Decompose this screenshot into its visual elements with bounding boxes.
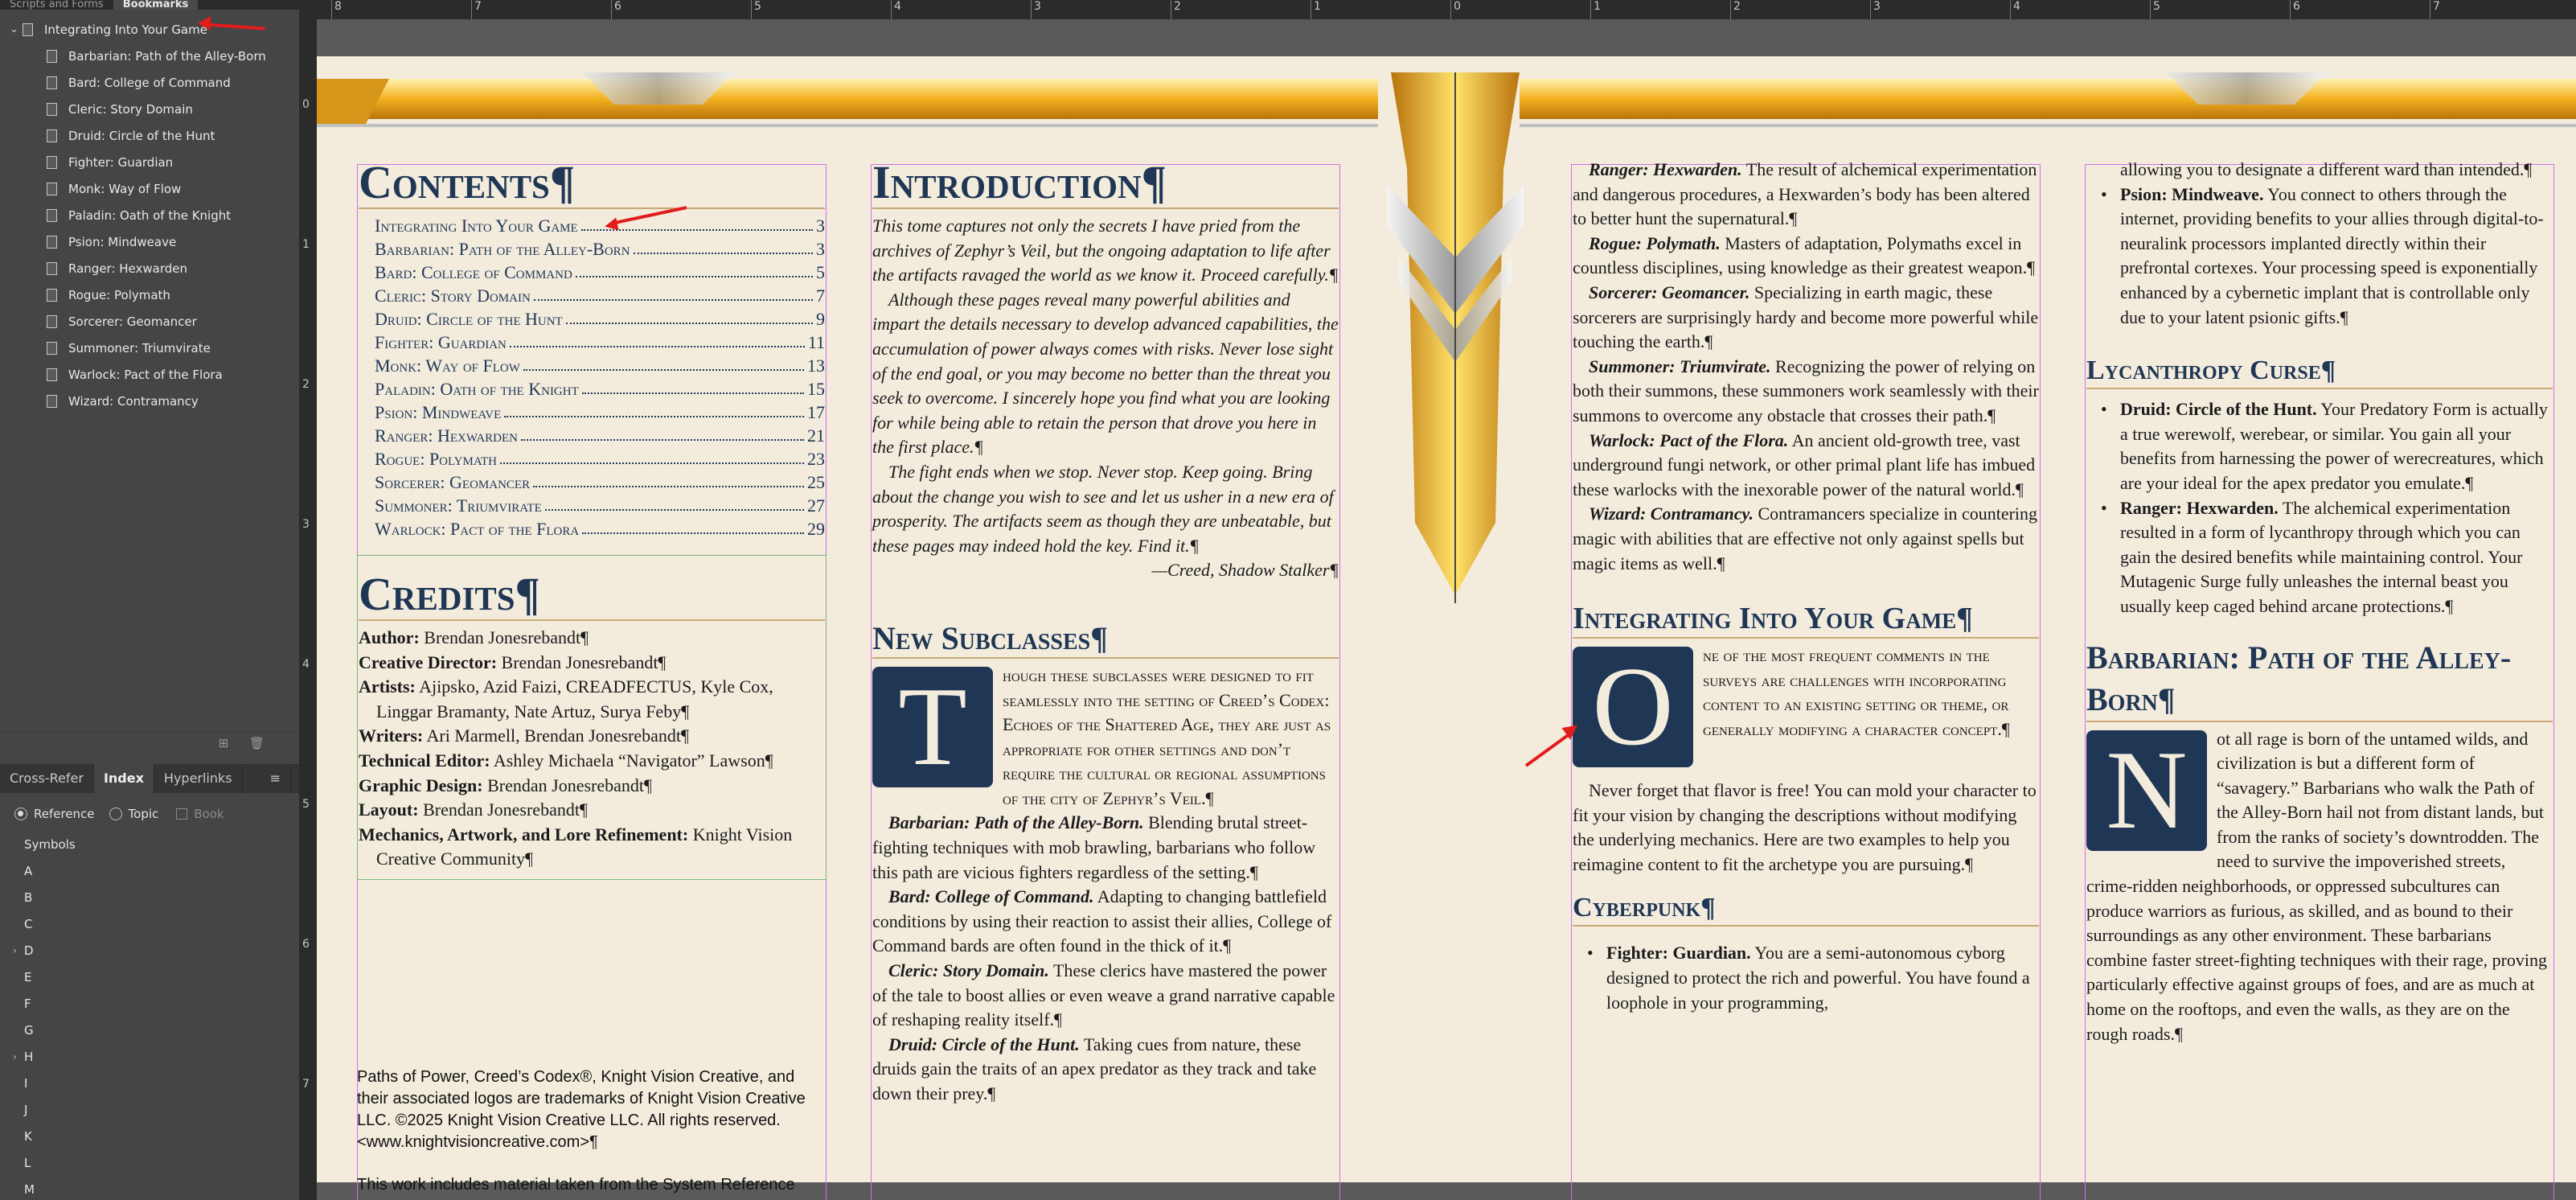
barbarian-body (2086, 727, 2553, 1047)
credit-line (359, 774, 825, 799)
subclass-entry (1573, 355, 2039, 429)
bookmark-item[interactable] (0, 388, 299, 414)
index-letter-label: J (24, 1103, 28, 1117)
annotation-arrowhead-bookmark (198, 16, 211, 31)
index-letter-label: F (24, 997, 31, 1011)
toc-page: 27 (807, 495, 825, 516)
toc-page: 13 (807, 355, 825, 376)
horizontal-ruler[interactable] (317, 0, 2576, 19)
ruler-label: 7 (302, 1078, 310, 1091)
subclass-entry (1573, 232, 2039, 281)
toc-label: Cleric: Story Domain (375, 286, 531, 306)
panel-top-tabs (0, 0, 299, 10)
credit-role: Artists: (359, 676, 416, 697)
ruler-tick (611, 0, 612, 19)
ruler-tick (471, 0, 472, 19)
lycanthropy-title: Lycanthropy Curse¶ (2086, 354, 2553, 389)
credit-role: Author: (359, 627, 420, 647)
ruler-tick (2010, 0, 2011, 19)
index-letter-label: Symbols (24, 837, 76, 852)
toc-entry[interactable] (359, 261, 825, 284)
intro-p3: The fight ends when we stop. Never stop. Keep going. Bring about the change you wish to see and let us usher in a new era of prosperity. The artifacts seem as though they are unbeatable, but these pages may indeed hold the key. Find it.¶ (872, 461, 1334, 556)
index-letter[interactable] (0, 1150, 299, 1177)
subclass-text: Adapting to changing battlefield conditions by using their reaction to assist their allies, College of Command bards are often found in the thick of it.¶ (872, 886, 1332, 956)
bookmark-item[interactable] (0, 335, 299, 361)
integrating-lead: ne of the most frequent comments in the surveys are challenges with incorporating content to an existing setting or theme, or generally modifying a character concept.¶ (1703, 645, 2010, 739)
credit-line (359, 724, 825, 749)
toc-leader (510, 331, 805, 347)
subclass-name: Wizard: Contramancy. (1589, 503, 1754, 524)
ruler-label: 3 (302, 518, 310, 531)
ruler-label: 4 (2013, 0, 2020, 13)
toc-entry[interactable] (359, 307, 825, 331)
toc-label: Barbarian: Path of the Alley-Born (375, 239, 630, 259)
page-icon (47, 368, 57, 381)
toc-leader (576, 261, 813, 277)
subclass-entry (1573, 502, 2039, 576)
index-letter[interactable] (0, 858, 299, 885)
ruler-label: 0 (1454, 0, 1461, 13)
toc-entry[interactable] (359, 354, 825, 377)
ruler-tick (751, 0, 752, 19)
toc-leader (504, 401, 804, 417)
credit-role: Mechanics, Artwork, and Lore Refinement: (359, 824, 689, 845)
integrating-p2: Never forget that flavor is free! You can mold your character to fit your vision by changing the descriptions without modifying the underlying mechanics. Here are two examples to help you reimagine content to fit the archetype you are pursuing.¶ (1573, 780, 2037, 874)
subclass-text: Blending brutal street-fighting techniques with mob brawling, barbarians who follow this path are vicious fighters regardless of the setting.¶ (872, 812, 1316, 882)
subclass-text: An ancient old-growth tree, vast underground fungi network, or other primal plant life has imbued these warlocks with the inexorable power of the natural world.¶ (1573, 429, 2036, 499)
subclass-text: Masters of adaptation, Polymaths excel in countless disciplines, using knowledge as their greatest weapon.¶ (1573, 232, 2036, 278)
ruler-label: 2 (1174, 0, 1181, 13)
bookmark-label: Barbarian: Path of the Alley-Born (68, 48, 266, 64)
credit-line (359, 823, 825, 872)
index-tabs (0, 764, 299, 793)
toc-label: Monk: Way of Flow (375, 355, 520, 376)
intro-p1: This tome captures not only the secrets I have pried from the archives of Zephyr’s Veil, but the ongoing adaptation to life after the artifacts ravaged the world as we know it. Proceed carefully.¶ (872, 216, 1339, 286)
bookmark-label: Rogue: Polymath (68, 287, 170, 302)
bookmark-item[interactable] (0, 43, 299, 69)
index-letter[interactable] (0, 1097, 299, 1124)
ruler-label: 5 (754, 0, 761, 13)
page-icon (47, 103, 57, 116)
drop-cap-n: N (2086, 730, 2207, 851)
index-letter[interactable] (0, 964, 299, 991)
credit-line (359, 626, 825, 651)
cyber-fighter-item (1573, 941, 2039, 1015)
ruler-label: 1 (1594, 0, 1601, 13)
index-letter[interactable] (0, 991, 299, 1017)
subclass-name: Barbarian: Path of the Alley-Born. (888, 812, 1144, 833)
drop-cap-t: T (872, 667, 993, 787)
subclass-text: The result of alchemical experimentation and dangerous procedures, a Hexwarden’s body has been altered to better hunt the supernatural.¶ (1573, 159, 2037, 229)
annotation-arrowhead-toc (604, 218, 619, 233)
psion-item (2086, 183, 2553, 331)
column-1 (359, 158, 825, 540)
toc-page: 25 (807, 472, 825, 492)
credit-names: Ajipsko, Azid Faizi, CREADFECTUS, Kyle Cox, Linggar Bramanty, Nate Artuz, Surya Feby¶ (376, 676, 773, 721)
cyber-fighter-text: You are a semi-autonomous cyborg designed to protect the rich and powerful. You have found a loophole in your programming, (1606, 943, 2030, 1013)
bookmark-footer (0, 732, 299, 753)
credit-role: Layout: (359, 799, 419, 820)
index-letter[interactable] (0, 911, 299, 938)
toc-entry[interactable] (359, 401, 825, 424)
index-letter[interactable] (0, 832, 299, 858)
index-letter-label: A (24, 864, 33, 878)
column-4 (2086, 158, 2553, 1046)
ruler-tick (891, 0, 892, 19)
subclass-entry (872, 959, 1339, 1033)
subclass-entry (1573, 429, 2039, 503)
subclass-entry (1573, 281, 2039, 355)
toc-label: Bard: College of Command (375, 262, 572, 282)
topic-label: Topic (128, 807, 159, 821)
ruler-label: 4 (302, 658, 310, 671)
index-letter-label: I (24, 1076, 28, 1091)
reference-radio[interactable] (14, 808, 27, 820)
toc-leader (500, 447, 804, 464)
tab-scripts-forms[interactable]: Scripts and Forms (10, 0, 104, 10)
lycan-ranger-text: The alchemical experimentation resulted in a form of lycanthropy through which you can gain the desired benefits while maintaining control. Your Mutagenic Surge fully unleashes the internal beast you usually keep caged behind arcane protections.¶ (2120, 497, 2523, 616)
page-icon (47, 50, 57, 63)
intro-p2: Although these pages reveal many powerful abilities and impart the details necessary to develop advanced capabilities, the accumulation of power always comes with risks. Never lose sight of the end goal, or you may become no better than the threat you seek to overcome. I sincerely hope you find what you are looking for while being able to retain the person that drove you here in the first place.¶ (872, 289, 1339, 458)
index-options (0, 801, 299, 827)
bookmark-item[interactable] (0, 149, 299, 175)
credits-block (359, 569, 825, 872)
index-letter-list (0, 832, 299, 1200)
new-subclasses-lead: hough these subclasses were designed to fit seamlessly into the setting of Creed’s Codex: Echoes of the Shattered Age, they are just as appropriate for other settings and don’t require the cultural or regional assumptions of the city of Zephyr’s Veil.¶ (1003, 664, 1331, 808)
ruler-label: 6 (2293, 0, 2300, 13)
ruler-tick (2150, 0, 2151, 19)
toc-label: Warlock: Pact of the Flora (375, 519, 580, 539)
column-2 (872, 158, 1339, 1107)
subclass-entry (872, 885, 1339, 959)
intro-signature: —Creed, Shadow Stalker¶ (1151, 560, 1339, 581)
ruler-label: 1 (1314, 0, 1321, 13)
page-icon (23, 23, 33, 36)
page-icon (47, 129, 57, 142)
index-letter-label: H (24, 1050, 34, 1064)
ruler-label: 3 (1034, 0, 1041, 13)
legal-text: Paths of Power, Creed’s Codex®, Knight Vision Creative, and their associated logos are trademarks of Knight Vision Creative LLC. ©2025 Knight Vision Creative LLC. All rights reserved. <www.knightvisioncreative.com>¶ (357, 1068, 806, 1151)
panel-menu-icon[interactable]: ≡ (260, 764, 291, 793)
index-letter-label: K (24, 1129, 32, 1144)
bookmark-label: Summoner: Triumvirate (68, 340, 211, 355)
bookmark-item[interactable] (0, 361, 299, 388)
credit-line (359, 749, 825, 774)
barbarian-title: Barbarian: Path of the Alley-Born¶ (2086, 637, 2553, 722)
toc-leader (534, 284, 813, 301)
toc-label: Integrating Into Your Game (375, 216, 578, 236)
ruler-label: 2 (1733, 0, 1741, 13)
ruler-label: 8 (334, 0, 342, 13)
lycan-ranger-item (2086, 496, 2553, 619)
bookmark-label: Warlock: Pact of the Flora (68, 367, 223, 382)
index-letter-label: G (24, 1023, 34, 1038)
toc-entry[interactable] (359, 424, 825, 447)
toc-label: Rogue: Polymath (375, 449, 498, 469)
lycan-druid-text: Your Predatory Form is actually a true werewolf, werebear, or similar. You gain all your benefits from harnessing the power of werecreatures, which are your ideal for the apex predator you emulate.¶ (2120, 399, 2548, 493)
credit-line (359, 651, 825, 676)
index-letter[interactable] (0, 885, 299, 911)
toc-page: 15 (807, 379, 825, 399)
topic-radio[interactable] (109, 808, 122, 820)
ruler-label: 7 (474, 0, 482, 13)
ruler-label: 7 (2433, 0, 2440, 13)
drop-cap-o: O (1573, 647, 1693, 767)
column-3 (1573, 158, 2039, 1015)
bookmark-list (0, 16, 299, 414)
bookmark-item[interactable] (0, 202, 299, 228)
subclass-name: Warlock: Pact of the Flora. (1589, 429, 1789, 450)
integrating-body (1573, 643, 2039, 877)
toc-leader (582, 517, 804, 534)
toc-entry[interactable] (359, 471, 825, 494)
toc-label: Ranger: Hexwarden (375, 425, 518, 446)
book-label: Book (194, 807, 224, 821)
bookmark-label: Monk: Way of Flow (68, 181, 182, 196)
new-subclasses-body (872, 664, 1339, 1107)
toc-leader (634, 237, 813, 254)
ruler-tick (1870, 0, 1871, 19)
subclass-text: Taking cues from nature, these druids gain the traits of an apex predator as they track and take down their prey.¶ (872, 1034, 1317, 1103)
bookmark-label: Fighter: Guardian (68, 154, 174, 170)
credit-names: Brendan Jonesrebandt¶ (418, 799, 588, 820)
bookmark-item[interactable] (0, 228, 299, 255)
bookmark-item[interactable] (0, 282, 299, 308)
subclass-name: Ranger: Hexwarden. (1589, 159, 1742, 179)
subclass-name: Druid: Circle of the Hunt. (888, 1034, 1080, 1054)
bookmark-item[interactable] (0, 96, 299, 122)
bookmark-item[interactable] (0, 255, 299, 282)
new-bookmark-icon[interactable]: ⊞ (218, 736, 229, 750)
subclass-text: Specializing in earth magic, these sorcerers are surprisingly hardy and become more powerful while touching the earth.¶ (1573, 282, 2039, 352)
index-letter-label: C (24, 917, 33, 931)
lycan-druid-item (2086, 397, 2553, 495)
bookmark-item[interactable] (0, 175, 299, 202)
bookmark-label: Sorcerer: Geomancer (68, 314, 197, 329)
toc-entry[interactable] (359, 331, 825, 354)
credit-role: Technical Editor: (359, 750, 490, 771)
toc-page: 29 (807, 519, 825, 539)
new-subclasses-title: New Subclasses¶ (872, 620, 1339, 659)
lycan-druid-name: Druid: Circle of the Hunt. (2120, 399, 2317, 420)
toc-label: Sorcerer: Geomancer (375, 472, 531, 492)
credit-line (359, 675, 825, 724)
toc-leader (582, 377, 804, 394)
page-icon (47, 156, 57, 169)
subclass-text: These clerics have mastered the power of the tale to boost allies or even weave a grand narrative capable of reshaping reality itself.¶ (872, 960, 1335, 1030)
book-checkbox[interactable] (176, 808, 187, 820)
chevron-down-icon[interactable]: ⌄ (10, 23, 18, 35)
reference-label: Reference (34, 807, 95, 821)
index-letter-label: M (24, 1182, 35, 1197)
toc-label: Fighter: Guardian (375, 332, 507, 352)
toc-entry[interactable] (359, 284, 825, 307)
ruler-tick (331, 0, 332, 19)
index-letter[interactable] (0, 938, 299, 964)
legal-text-2: This work includes material taken from the System Reference (357, 1176, 795, 1194)
bookmark-label: Wizard: Contramancy (68, 393, 199, 409)
vertical-ruler[interactable] (299, 0, 317, 1200)
ruler-label: 1 (302, 238, 310, 251)
credit-names: Ari Marmell, Brendan Jonesrebandt¶ (423, 725, 689, 746)
subclass-entry (872, 811, 1339, 885)
toc-label: Druid: Circle of the Hunt (375, 309, 563, 329)
toc-leader (566, 307, 813, 324)
credit-names: Brendan Jonesrebandt¶ (497, 651, 667, 672)
toc-page: 21 (807, 425, 825, 446)
subclass-text: Contramancers specialize in countering magic with abilities that are effective not only against spells but magic items as well.¶ (1573, 503, 2038, 573)
toc-leader (523, 354, 804, 371)
toc-entry[interactable] (359, 377, 825, 401)
toc-page: 23 (807, 449, 825, 469)
index-letter[interactable] (0, 1044, 299, 1071)
index-letter-label: D (24, 943, 34, 958)
credit-names: Ashley Michaela “Navigator” Lawson¶ (490, 750, 773, 771)
bookmark-label: Ranger: Hexwarden (68, 261, 188, 276)
bookmarks-panel (0, 0, 299, 1200)
integrating-title: Integrating Into Your Game¶ (1573, 600, 2039, 639)
ruler-label: 0 (302, 98, 310, 111)
bookmark-label: Integrating Into Your Game (44, 22, 207, 37)
toc-page: 9 (816, 309, 825, 329)
bookmark-item[interactable] (0, 308, 299, 335)
tab-index[interactable]: Index (94, 764, 154, 793)
page-icon (47, 395, 57, 408)
page-icon (47, 76, 57, 89)
ruler-tick (1450, 0, 1451, 19)
ruler-label: 4 (894, 0, 901, 13)
toc-page: 11 (807, 332, 825, 352)
toc-label: Psion: Mindweave (375, 402, 502, 422)
chevron-right-icon[interactable]: › (13, 945, 17, 956)
ruler-label: 6 (302, 938, 310, 951)
bookmark-item[interactable] (0, 69, 299, 96)
bookmark-label: Druid: Circle of the Hunt (68, 128, 215, 143)
psion-text: You connect to others through the internet, providing benefits to your allies through digital-to-neuralink processors implanted directly within their prefrontal cortexes. Your processing speed is exponentially enhanced by a cybernetic implant that is controllable only due to your latent psionic gifts.¶ (2120, 183, 2544, 327)
toc-label: Summoner: Triumvirate (375, 495, 542, 516)
toc-page: 17 (807, 402, 825, 422)
subclass-entry (1573, 158, 2039, 232)
subclass-entry (872, 1033, 1339, 1107)
toc-page: 3 (816, 216, 825, 236)
contents-title: Contents¶ (359, 158, 825, 209)
toc-entry[interactable] (359, 237, 825, 261)
toc-leader (533, 471, 804, 487)
center-spine-ornament (1375, 72, 1536, 603)
ruler-tick (2290, 0, 2291, 19)
credit-line (359, 798, 825, 823)
index-letter-label: L (24, 1156, 31, 1170)
bookmark-label: Paladin: Oath of the Knight (68, 208, 232, 223)
toc-entry[interactable] (359, 447, 825, 471)
trash-icon[interactable]: 🗑 (249, 736, 265, 750)
toc-leader (521, 424, 804, 441)
credit-names: Brendan Jonesrebandt¶ (482, 775, 652, 795)
psion-name: Psion: Mindweave. (2120, 183, 2264, 204)
subclass-name: Summoner: Triumvirate. (1589, 355, 1771, 376)
subclass-name: Rogue: Polymath. (1589, 232, 1721, 253)
intro-title: Introduction¶ (872, 158, 1339, 209)
bookmark-item[interactable] (0, 122, 299, 149)
subclass-entries (1573, 158, 2039, 576)
page-icon (47, 262, 57, 275)
toc-page: 3 (816, 239, 825, 259)
page-icon (47, 236, 57, 249)
tab-cross-references[interactable]: Cross-Refer (0, 764, 94, 793)
index-letter-label: E (24, 970, 32, 984)
credit-role: Graphic Design: (359, 775, 483, 795)
toc-leader (545, 494, 804, 511)
subclass-text: Recognizing the power of relying on both their summons, these summoners work seamlessly with their summons to overcome any obstacle that crosses their path.¶ (1573, 355, 2039, 425)
ruler-label: 2 (302, 378, 310, 391)
credit-names: Knight Vision Creative Community¶ (376, 824, 793, 869)
toc-label: Paladin: Oath of the Knight (375, 379, 579, 399)
ruler-label: 5 (302, 798, 310, 811)
credits-title: Credits¶ (359, 569, 825, 621)
index-letter[interactable] (0, 1124, 299, 1150)
toc-page: 7 (816, 286, 825, 306)
subclass-name: Bard: College of Command. (888, 886, 1094, 907)
subclass-name: Cleric: Story Domain. (888, 960, 1049, 981)
tab-hyperlinks[interactable]: Hyperlinks (154, 764, 243, 793)
subclass-name: Sorcerer: Geomancer. (1589, 282, 1750, 302)
tab-bookmarks[interactable]: Bookmarks (113, 0, 199, 10)
ruler-label: 6 (614, 0, 621, 13)
legal-block (357, 1066, 823, 1196)
toc-entry[interactable] (359, 214, 825, 237)
toc-page: 5 (816, 262, 825, 282)
toc-entry[interactable] (359, 494, 825, 517)
cyber-fighter-name: Fighter: Guardian. (1606, 943, 1751, 964)
index-letter[interactable] (0, 1017, 299, 1044)
lycan-ranger-name: Ranger: Hexwarden. (2120, 497, 2279, 518)
chevron-right-icon[interactable]: › (13, 1051, 17, 1062)
col4-top: allowing you to designate a different ward than intended.¶ (2120, 159, 2533, 179)
toc-list (359, 214, 825, 540)
bookmark-label: Psion: Mindweave (68, 234, 177, 249)
credit-names: Brendan Jonesrebandt¶ (419, 627, 589, 647)
ruler-tick (1730, 0, 1731, 19)
credit-role: Writers: (359, 725, 424, 746)
index-letter[interactable] (0, 1071, 299, 1097)
page-icon (47, 315, 57, 328)
credit-role: Creative Director: (359, 651, 498, 672)
ruler-label: 3 (1873, 0, 1881, 13)
bookmark-label: Cleric: Story Domain (68, 101, 193, 117)
page-icon (47, 209, 57, 222)
barbarian-lead: ot all rage is born of the untamed wilds, and civilization is but a different form of “savagery.” Barbarians who walk the Path of the Alley-Born hail not from distant lands, but from the ranks of society’s downtrodden. The need to survive the impoverished streets, crime-ridden neighborhoods, or oppressed subcultures can produce warriors as furious, as skilled, and as bound to their surroundings as any other environment. These barbarians combine faster street-fighting techniques with their rage, proving particularly effective against groups of foes, and are as much at home on the rooftops, and even the walls, as they are on the rough roads.¶ (2086, 728, 2548, 1044)
index-letter-label: B (24, 890, 33, 905)
page-icon (47, 289, 57, 302)
bookmark-label: Bard: College of Command (68, 75, 231, 90)
ruler-tick (1031, 0, 1032, 19)
cyberpunk-title: Cyberpunk¶ (1573, 891, 2039, 927)
credits-list (359, 626, 825, 872)
ruler-tick (1590, 0, 1591, 19)
ruler-label: 5 (2153, 0, 2160, 13)
index-letter[interactable] (0, 1177, 299, 1200)
page-icon (47, 183, 57, 195)
toc-entry[interactable] (359, 517, 825, 540)
page-icon (47, 342, 57, 355)
